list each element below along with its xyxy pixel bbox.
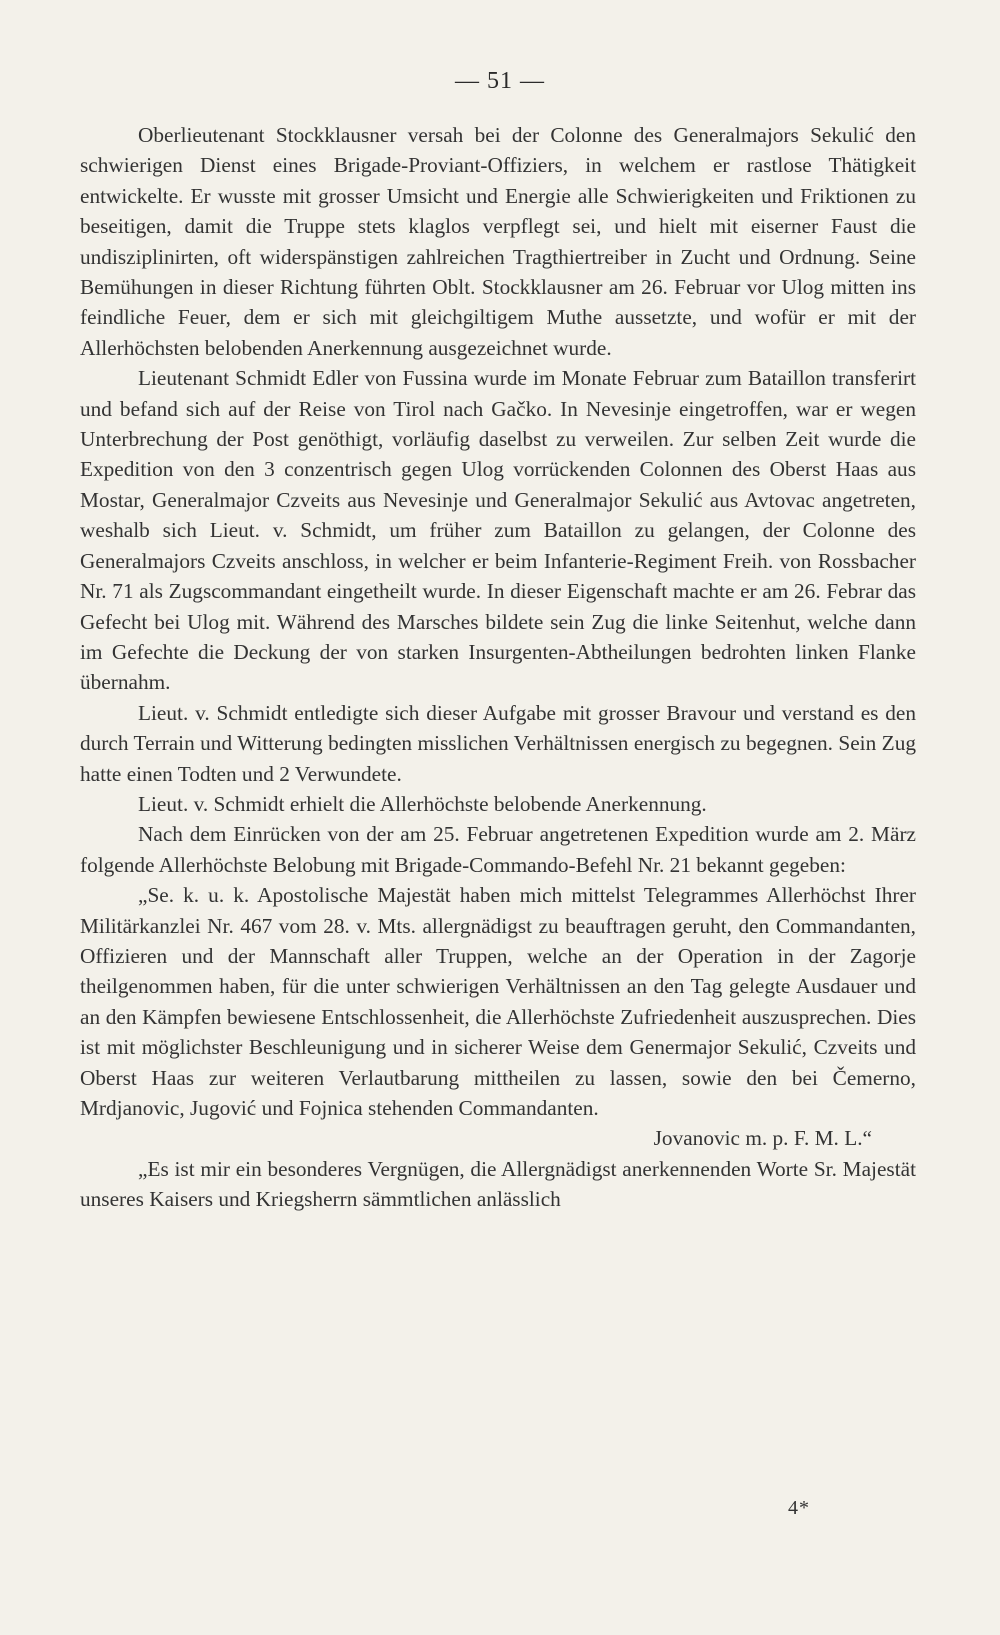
paragraph: Lieut. v. Schmidt erhielt die Allerhöchste belobende Anerkennung. bbox=[138, 791, 707, 816]
signature-mark: 4* bbox=[788, 1497, 810, 1519]
paragraph: Lieut. v. Schmidt entledigte sich dieser Aufgabe mit grosser Bravour und verstand es den durch Terrain und Witterung bedingten misslichen Verhältnissen energisch zu begegnen. Sein Zug hatte einen Todten und 2 Verwundete. bbox=[80, 700, 916, 786]
paragraph: Lieutenant Schmidt Edler von Fussina wurde im Monate Februar zum Bataillon transferirt und befand sich auf der Reise von Tirol nach Gačko. In Nevesinje eingetroffen, war er wegen Unterbrechung der Post genöthigt, vorläufig daselbst zu verweilen. Zur selben Zeit wurde die Expedition von den 3 conzentrisch gegen Ulog vorrückenden Colonnen des Oberst Haas aus Mostar, Generalmajor Czveits aus Nevesinje und Generalmajor Sekulić aus Avtovac angetreten, weshalb sich Lieut. v. Schmidt, um früher zum Bataillon zu gelangen, der Colonne des Generalmajors Czveits anschloss, in welcher er beim Infanterie-Regiment Freih. von Rossbacher Nr. 71 als Zugscommandant eingetheilt wurde. In dieser Eigenschaft machte er am 26. Febrar das Gefecht bei Ulog mit. Während des Marsches bildete sein Zug die linke Seitenhut, welche dann im Gefechte die Deckung der von starken Insurgenten-Abtheilungen bedrohten linken Flanke übernahm. bbox=[80, 366, 916, 695]
paragraph: Nach dem Einrücken von der am 25. Februar angetretenen Expedition wurde am 2. März folgende Allerhöchste Belobung mit Brigade-Commando-Befehl Nr. 21 bekannt gegeben: bbox=[80, 822, 916, 877]
body-text bbox=[80, 120, 916, 1215]
closing-paragraph: „Es ist mir ein besonderes Vergnügen, die Allergnädigst anerkennenden Worte Sr. Majestät unseres Kaisers und Kriegsherrn sämmtlichen anlässlich bbox=[80, 1156, 916, 1212]
quoted-paragraph: „Se. k. u. k. Apostolische Majestät haben mich mittelst Telegrammes Allerhöchst Ihrer Militärkanzlei Nr. 467 vom 28. v. Mts. allergnädigst zu beauftragen geruht, den Commandanten, Offizieren und der Mannschaft aller Truppen, welche an der Operation in der Zagorje theilgenommen haben, für die unter schwierigen Verhältnissen an den Tag gelegte Ausdauer und an den Kämpfen bewiesene Entschlossenheit, die Allerhöchste Zufriedenheit auszusprechen. Dies ist mit möglichster Beschleunigung und in sicherer Weise dem Genermajor Sekulić, Czveits und Oberst Haas zur weiteren Verlautbarung mittheilen zu lassen, sowie den bei Čemerno, Mrdjanovic, Jugović und Fojnica stehenden Commandanten. bbox=[80, 883, 916, 1120]
signature-line: Jovanovic m. p. F. M. L.“ bbox=[653, 1126, 872, 1151]
page-number: — 51 — bbox=[455, 68, 545, 94]
paragraph: Oberlieutenant Stockklausner versah bei der Colonne des Generalmajors Sekulić den schwierigen Dienst eines Brigade-Proviant-Offiziers, in welchem er rastlose Thätigkeit entwickelte. Er wusste mit grosser Umsicht und Energie alle Schwierigkeiten und Friktionen zu beseitigen, damit die Truppe stets klaglos verpflegt sei, und hielt mit eiserner Faust die undisziplinirten, oft widerspänstigen zahlreichen Tragthiertreiber in Zucht und Ordnung. Seine Bemühungen in dieser Richtung führten Oblt. Stockklausner am 26. Februar vor Ulog mitten ins feindliche Feuer, dem er sich mit gleichgiltigem Muthe aussetzte, und wofür er mit der Allerhöchsten belobenden Anerkennung ausgezeichnet wurde. bbox=[80, 123, 916, 360]
